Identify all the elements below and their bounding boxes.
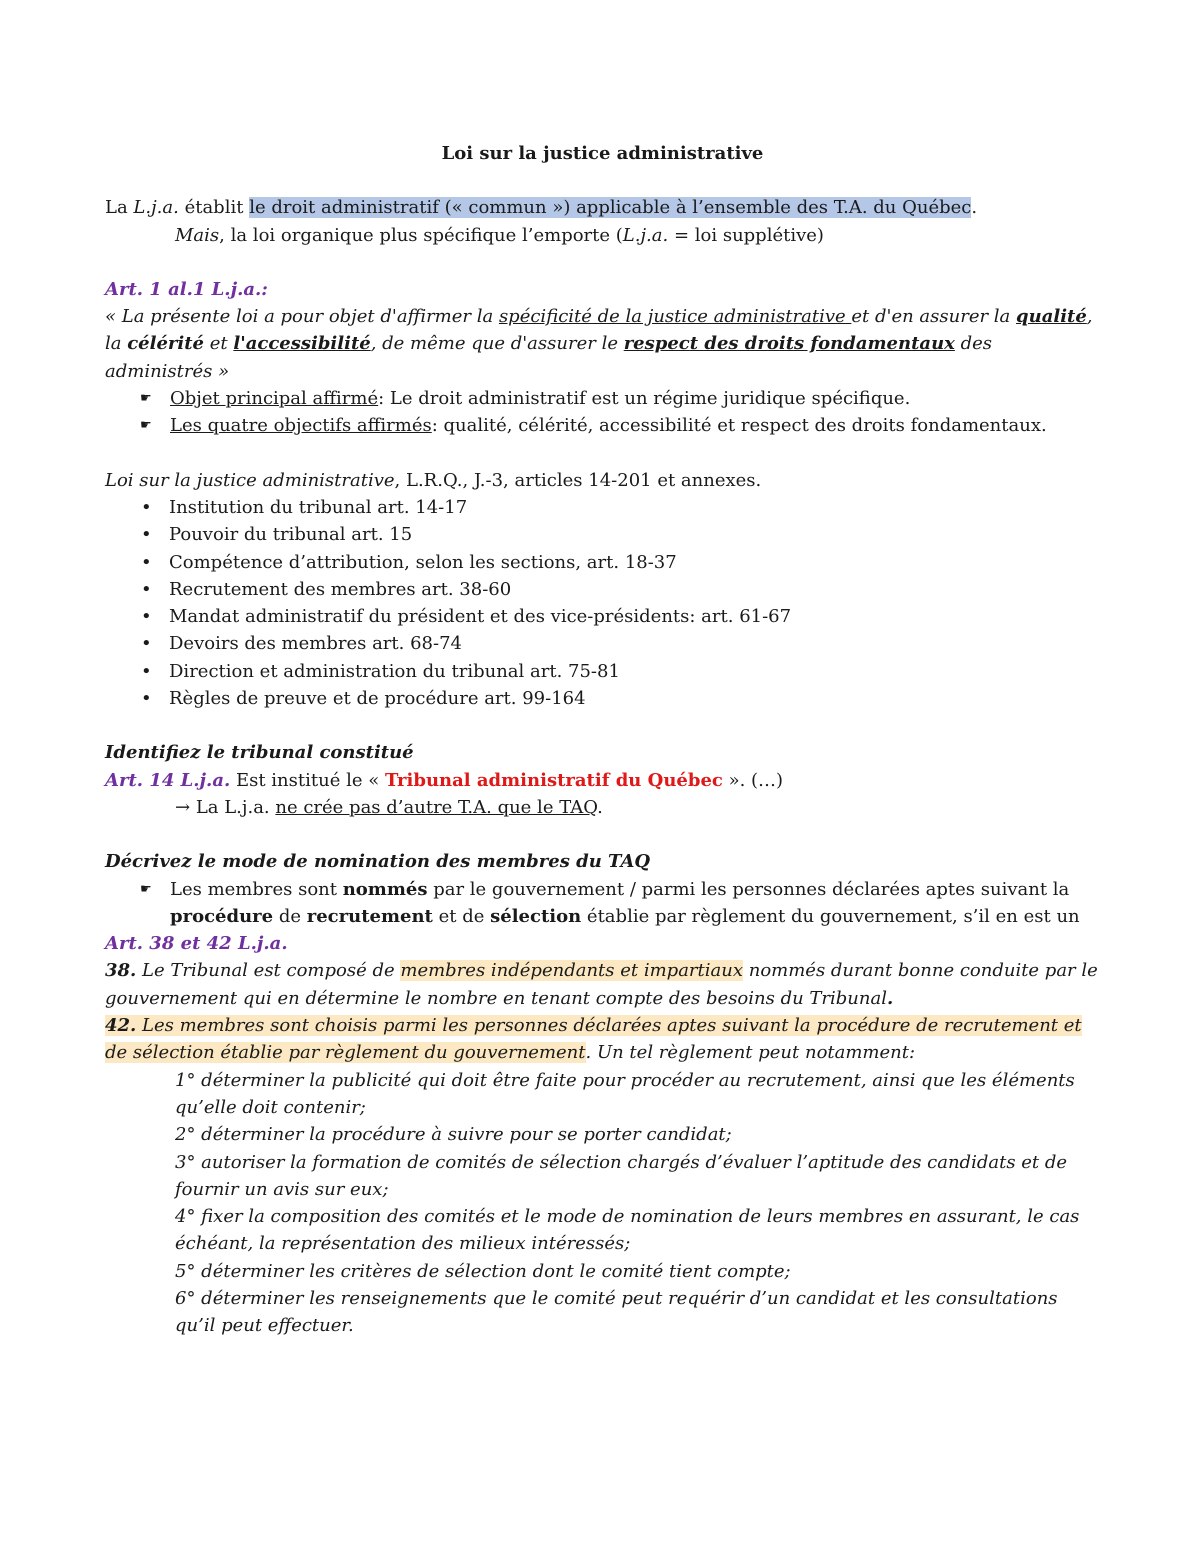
art14-text: ». (…) bbox=[722, 769, 784, 791]
quote-text: et bbox=[204, 333, 234, 355]
intro-text: . bbox=[971, 197, 978, 219]
art38-highlight: membres indépendants et impartiaux bbox=[400, 960, 743, 982]
intro-text: = loi supplétive) bbox=[668, 224, 824, 246]
art-ref: Art. 14 L.j.a. bbox=[105, 769, 231, 791]
conclusion-text: . bbox=[597, 796, 603, 818]
list-item bbox=[105, 494, 1100, 521]
nomination-bold: recrutement bbox=[306, 905, 433, 927]
bullet-dot-icon: • bbox=[141, 551, 152, 573]
law-items-list bbox=[105, 494, 1100, 712]
pointing-hand-icon: ☛ bbox=[140, 881, 152, 897]
bullet-dot-icon: • bbox=[141, 688, 152, 710]
tribunal-art14 bbox=[105, 767, 1100, 794]
list-item bbox=[105, 658, 1100, 685]
arrow-right-icon: → bbox=[175, 796, 191, 818]
intro-mais: Mais bbox=[175, 224, 220, 246]
art1-heading: Art. 1 al.1 L.j.a.: bbox=[105, 278, 268, 300]
intro-text: établit bbox=[178, 197, 250, 219]
bullet-dot-icon: • bbox=[141, 524, 152, 546]
art38-text bbox=[105, 957, 1100, 1012]
list-item bbox=[105, 549, 1100, 576]
intro-highlight: le droit administratif (« commun ») applicable à l’ensemble des T.A. du Québec bbox=[249, 197, 972, 219]
quote-text: « La présente loi a pour objet d'affirmer la bbox=[105, 306, 499, 328]
conclusion-underlined: ne crée pas d’autre T.A. que le TAQ bbox=[275, 796, 598, 818]
intro-text: La bbox=[105, 197, 134, 219]
quote-accessibilite: l'accessibilité bbox=[233, 333, 371, 355]
nomination-text: établie par règlement du gouvernement, s’il en est un bbox=[581, 905, 1080, 927]
quote-specificite: spécificité de la justice administrative bbox=[498, 306, 852, 328]
list-item-text: Institution du tribunal art. 14-17 bbox=[169, 496, 468, 518]
intro-line-2 bbox=[105, 222, 1100, 249]
nomination-text: de bbox=[273, 905, 307, 927]
law-reference bbox=[105, 467, 1100, 494]
quote-text: , de même que d'assurer le bbox=[370, 333, 624, 355]
art42-body: Les membres sont bbox=[136, 1015, 315, 1037]
nomination-bold: sélection bbox=[490, 905, 582, 927]
bullet-text: : qualité, célérité, accessibilité et respect des droits fondamentaux. bbox=[431, 415, 1047, 437]
intro-text: , la loi organique plus spécifique l’emporte ( bbox=[219, 224, 623, 246]
intro-lja: L.j.a. bbox=[133, 197, 179, 219]
nomination-bold: nommés bbox=[342, 878, 428, 900]
pointing-hand-icon: ☛ bbox=[140, 418, 152, 434]
list-item-text: Devoirs des membres art. 68-74 bbox=[169, 633, 462, 655]
tribunal-name: Tribunal administratif du Québec bbox=[384, 769, 723, 791]
conclusion-text: La L.j.a. bbox=[190, 796, 276, 818]
list-item-text: Compétence d’attribution, selon les sections, art. 18-37 bbox=[169, 551, 677, 573]
bullet-dot-icon: • bbox=[141, 496, 152, 518]
nomination-bold: procédure bbox=[170, 905, 274, 927]
art38-body: Le Tribunal est composé de bbox=[136, 960, 401, 982]
art1-bullet-1 bbox=[105, 385, 1100, 412]
bullet-label: Les quatre objectifs affirmés bbox=[170, 415, 432, 437]
quote-qualite: qualité bbox=[1016, 306, 1087, 328]
bullet-text: : Le droit administratif est un régime juridique spécifique. bbox=[378, 388, 911, 410]
art38-body: . bbox=[886, 987, 894, 1009]
list-item bbox=[105, 576, 1100, 603]
art1-quote bbox=[105, 303, 1100, 385]
nomination-art-ref: Art. 38 et 42 L.j.a. bbox=[105, 933, 288, 955]
nomination-text: par le gouvernement / parmi les personnes déclarées aptes suivant la bbox=[427, 878, 1070, 900]
list-item bbox=[105, 521, 1100, 548]
nomination-text: Les membres sont bbox=[170, 878, 343, 900]
nomination-text: et de bbox=[432, 905, 491, 927]
article-number: 42. bbox=[105, 1015, 137, 1037]
art42-text bbox=[105, 1012, 1100, 1067]
bullet-dot-icon: • bbox=[141, 660, 152, 682]
pointing-hand-icon: ☛ bbox=[140, 391, 152, 407]
tribunal-conclusion bbox=[105, 794, 1100, 821]
page-title: Loi sur la justice administrative bbox=[441, 143, 764, 164]
list-item-text: Règles de preuve et de procédure art. 99-164 bbox=[169, 688, 586, 710]
list-item-text: Pouvoir du tribunal art. 15 bbox=[169, 524, 413, 546]
quote-respect: respect des droits fondamentaux bbox=[623, 333, 955, 355]
bullet-label: Objet principal affirmé bbox=[170, 388, 379, 410]
list-item bbox=[105, 685, 1100, 712]
quote-text: , la bbox=[105, 306, 1093, 355]
list-item-text: Direction et administration du tribunal art. 75-81 bbox=[169, 660, 620, 682]
list-item: 5° déterminer les critères de sélection dont le comité tient compte; bbox=[175, 1260, 791, 1282]
art1-bullet-2 bbox=[105, 412, 1100, 439]
law-ref-text: , L.R.Q., J.-3, articles 14-201 et annexes. bbox=[394, 469, 762, 491]
intro-line-1 bbox=[105, 194, 1100, 221]
list-item-text: Mandat administratif du président et des vice-présidents: art. 61-67 bbox=[169, 606, 792, 628]
nomination-heading: Décrivez le mode de nomination des membres du TAQ bbox=[105, 851, 651, 873]
list-item: 3° autoriser la formation de comités de sélection chargés d’évaluer l’aptitude des candidats et de fournir un avis sur eux; bbox=[175, 1151, 1068, 1200]
article-number: 38. bbox=[105, 960, 137, 982]
intro-lja: L.j.a. bbox=[622, 224, 669, 246]
bullet-dot-icon: • bbox=[141, 633, 152, 655]
quote-text: des administrés » bbox=[105, 333, 993, 382]
list-item: 6° déterminer les renseignements que le comité peut requérir d’un candidat et les consultations qu’il peut effectuer. bbox=[175, 1287, 1058, 1337]
list-item bbox=[105, 603, 1100, 630]
list-item-text: Recrutement des membres art. 38-60 bbox=[169, 578, 512, 600]
nomination-bullet bbox=[105, 876, 1100, 931]
quote-text: et d'en assurer la bbox=[851, 306, 1017, 328]
tribunal-heading: Identifiez le tribunal constitué bbox=[105, 742, 414, 764]
list-item: 4° fixer la composition des comités et le mode de nomination de leurs membres en assurant, le cas échéant, la représentation des milieux intéressés; bbox=[175, 1206, 1080, 1255]
law-name: Loi sur la justice administrative bbox=[105, 469, 395, 491]
art14-text: Est institué le « bbox=[230, 769, 385, 791]
art38-body: nommés durant bonne conduite par le gouvernement qui en détermine le nombre en tenant compte des besoins du Tribunal bbox=[105, 960, 1098, 1009]
art42-highlight: choisis parmi les personnes déclarées aptes suivant la procédure de recrutement et de sélection établie par règlement du gouvernement bbox=[105, 1015, 1082, 1064]
list-item bbox=[105, 630, 1100, 657]
bullet-dot-icon: • bbox=[141, 606, 152, 628]
list-item: 1° déterminer la publicité qui doit être faite pour procéder au recrutement, ainsi que les éléments qu’elle doit contenir; bbox=[175, 1069, 1075, 1118]
list-item: 2° déterminer la procédure à suivre pour se porter candidat; bbox=[175, 1124, 732, 1146]
bullet-dot-icon: • bbox=[141, 578, 152, 600]
quote-celerite: célérité bbox=[127, 333, 205, 355]
art42-body: . Un tel règlement peut notamment: bbox=[585, 1042, 916, 1064]
art42-items bbox=[105, 1067, 1100, 1340]
